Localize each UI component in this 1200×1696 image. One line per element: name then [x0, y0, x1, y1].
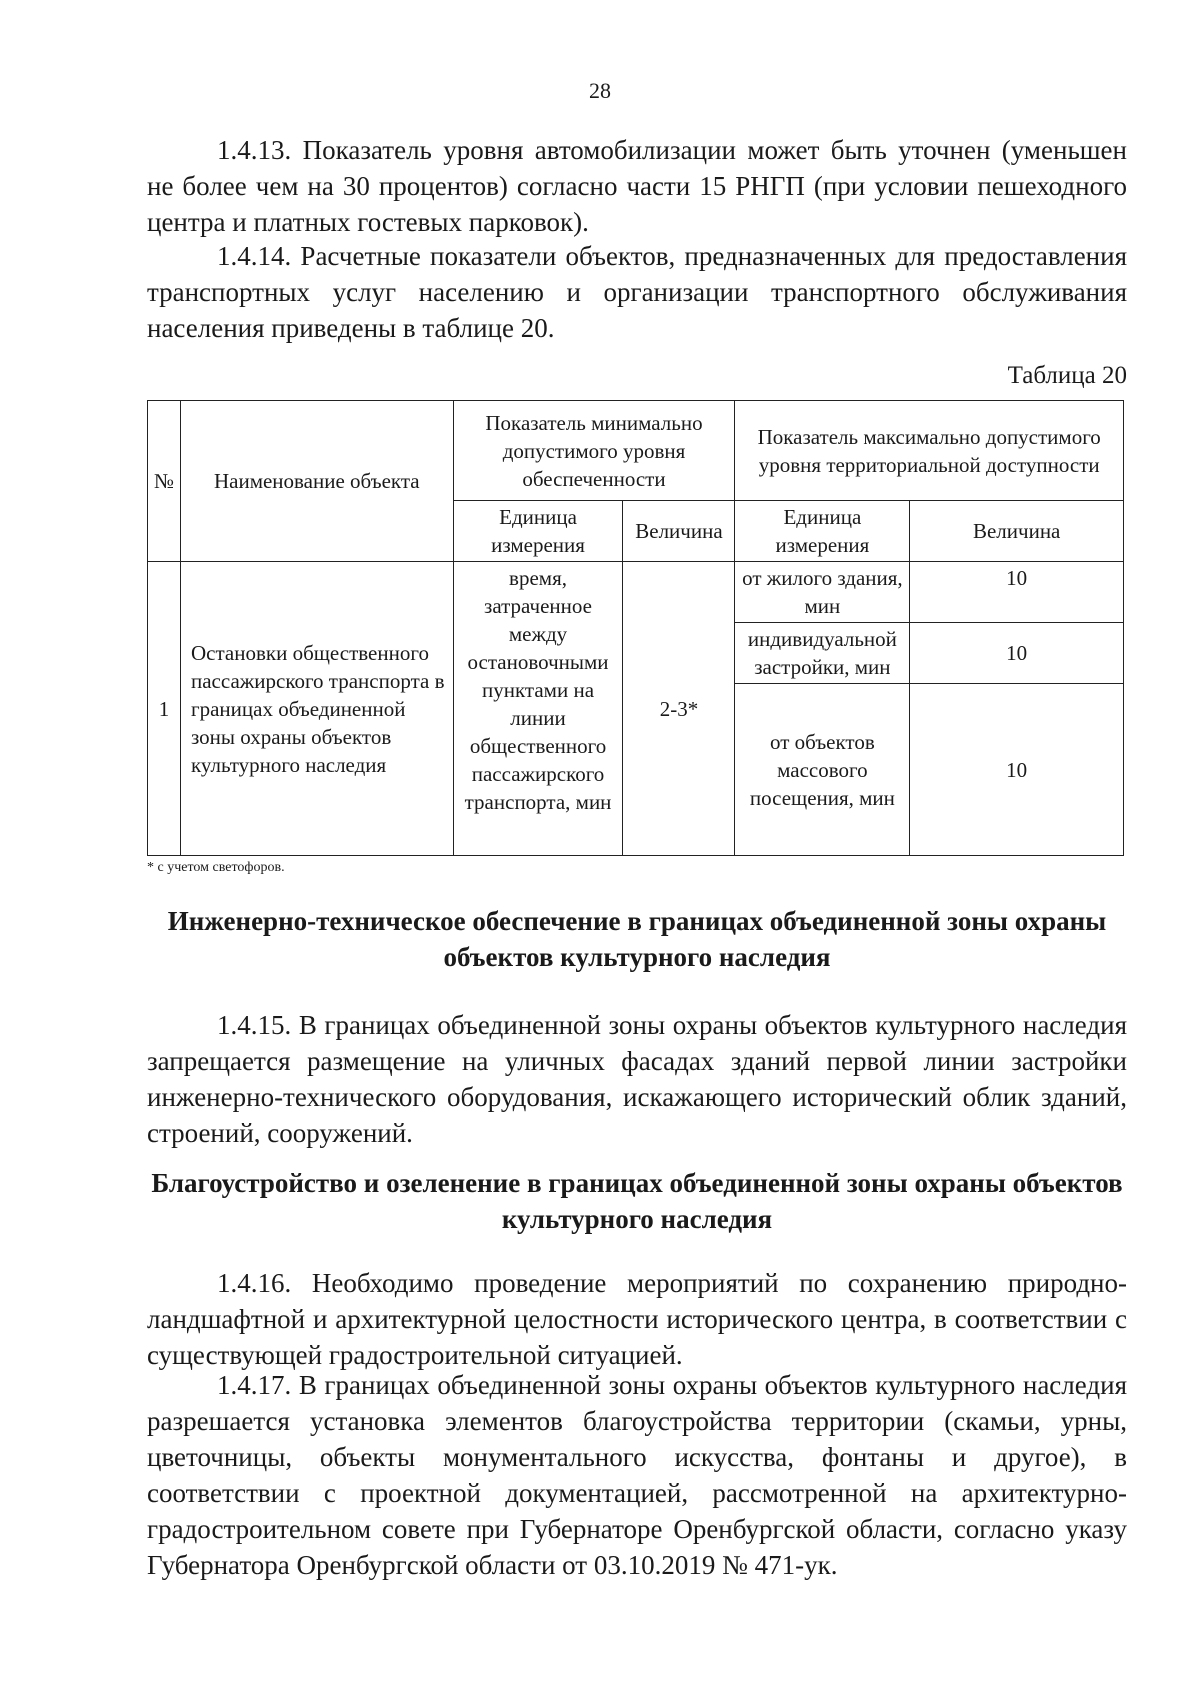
paragraph-1-4-13: 1.4.13. Показатель уровня автомобилизации может быть уточнен (уменьшен не более чем на 30 процентов) согласно части 15 РНГП (при условии пешеходного центра и платных гостевых парковок).: [147, 135, 1127, 237]
transport-norms-table: [147, 400, 1124, 856]
row-num: 1: [148, 562, 181, 856]
table-caption: Таблица 20: [1007, 362, 1127, 389]
row-max-unit-2: индивидуальной застройки, мин: [735, 623, 910, 684]
paragraph-1-4-14: 1.4.14. Расчетные показатели объектов, предназначенных для предоставления транспортных услуг населению и организации транспортного обслуживания населения приведены в таблице 20.: [147, 241, 1127, 343]
paragraph-1-4-15: 1.4.15. В границах объединенной зоны охраны объектов культурного наследия запрещается размещение на уличных фасадах зданий первой линии застройки инженерно-технического оборудования, искажающего исторический облик зданий, строений, сооружений.: [147, 1010, 1127, 1148]
paragraph-1-4-17: 1.4.17. В границах объединенной зоны охраны объектов культурного наследия разрешается установка элементов благоустройства территории (скамьи, урны, цветочницы, объекты монументального искусства, фонтаны и другое), в соответствии с проектной документацией, рассмотренной на архитектурно-градостроительном совете при Губернаторе Оренбургской области, согласно указу Губернатора Оренбургской области от 03.10.2019 № 471-ук.: [147, 1370, 1127, 1580]
paragraph-1-4-16: 1.4.16. Необходимо проведение мероприятий по сохранению природно-ландшафтной и архитектурной целостности исторического центра, в соответствии с существующей градостроительной ситуацией.: [147, 1268, 1127, 1370]
header-max-value: Величина: [910, 501, 1124, 562]
section-heading-engineering: Инженерно-техническое обеспечение в границах объединенной зоны охраны объектов культурного наследия: [167, 906, 1107, 972]
header-name: Наименование объекта: [180, 401, 453, 562]
row-max-unit-3: от объектов массового посещения, мин: [735, 684, 910, 856]
row-max-value-3: 10: [910, 684, 1124, 856]
header-max-group: Показатель максимально допустимого уровня территориальной доступности: [735, 401, 1124, 501]
table-header-row: [148, 401, 1124, 501]
table-row: [148, 562, 1124, 623]
header-min-unit: Единица измерения: [453, 501, 623, 562]
header-num: №: [148, 401, 181, 562]
row-max-unit-1: от жилого здания, мин: [735, 562, 910, 623]
row-object-name: Остановки общественного пассажирского транспорта в границах объединенной зоны охраны объектов культурного наследия: [180, 562, 453, 856]
table-footnote: * с учетом светофоров.: [147, 860, 285, 875]
page-number: 28: [589, 78, 611, 103]
section-heading-landscaping: Благоустройство и озеленение в границах объединенной зоны охраны объектов культурного наследия: [151, 1168, 1123, 1234]
row-max-value-2: 10: [910, 623, 1124, 684]
header-min-value: Величина: [623, 501, 735, 562]
row-min-value: 2-3*: [623, 562, 735, 856]
row-max-value-1: 10: [910, 562, 1124, 623]
row-min-unit: время, затраченное между остановочными пунктами на линии общественного пассажирского транспорта, мин: [453, 562, 623, 856]
header-max-unit: Единица измерения: [735, 501, 910, 562]
header-min-group: Показатель минимально допустимого уровня обеспеченности: [453, 401, 735, 501]
